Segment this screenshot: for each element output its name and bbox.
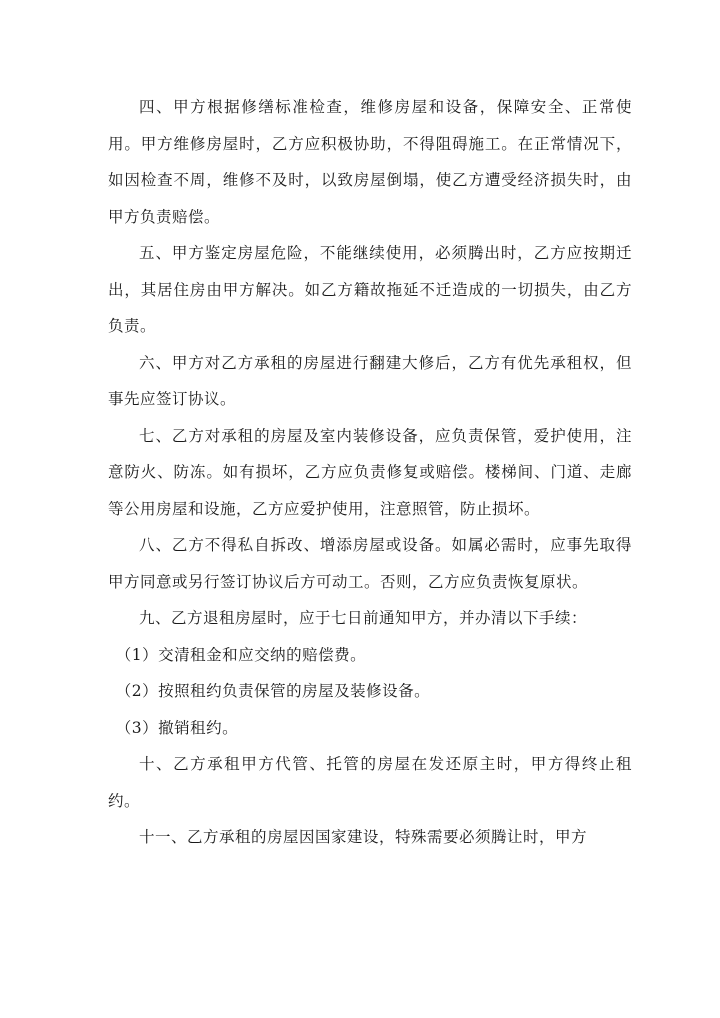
clause-9-item-3: （3）撤销租约。 <box>115 718 239 737</box>
clause-7: 七、乙方对承租的房屋及室内装修设备，应负责保管，爱护使用，注意防火、防冻。如有损坏，乙方应负责修复或赔偿。楼梯间、门道、走廊等公用房屋和设施，乙方应爱护使用，注意照管，防止损坏。 <box>108 426 632 518</box>
clause-4: 四、甲方根据修缮标准检查，维修房屋和设备，保障安全、正常使用。甲方维修房屋时，乙方应积极协助，不得阻碍施工。在正常情况下，如因检查不周，维修不及时，以致房屋倒塌，使乙方遭受经济损失时，由甲方负责赔偿。 <box>108 98 632 226</box>
clause-9-item-2: （2）按照租约负责保管的房屋及装修设备。 <box>115 682 431 700</box>
clause-11: 十一、乙方承租的房屋因国家建设，特殊需要必须腾让时，甲方 <box>139 828 588 846</box>
document-body <box>108 89 632 856</box>
clause-9-item-1: （1）交清租金和应交纳的赔偿费。 <box>115 645 367 664</box>
clause-5: 五、甲方鉴定房屋危险，不能继续使用，必须腾出时，乙方应按期迁出，其居住房由甲方解决。如乙方籍故拖延不迁造成的一切损失，由乙方负责。 <box>108 244 632 335</box>
clause-8: 八、乙方不得私自拆改、增添房屋或设备。如属必需时，应事先取得甲方同意或另行签订协议后方可动工。否则，乙方应负责恢复原状。 <box>108 536 632 591</box>
clause-9: 九、乙方退租房屋时，应于七日前通知甲方，并办清以下手续： <box>139 609 588 627</box>
clause-6: 六、甲方对乙方承租的房屋进行翻建大修后，乙方有优先承租权，但事先应签订协议。 <box>108 353 632 408</box>
clause-10: 十、乙方承租甲方代管、托管的房屋在发还原主时，甲方得终止租约。 <box>108 755 632 810</box>
